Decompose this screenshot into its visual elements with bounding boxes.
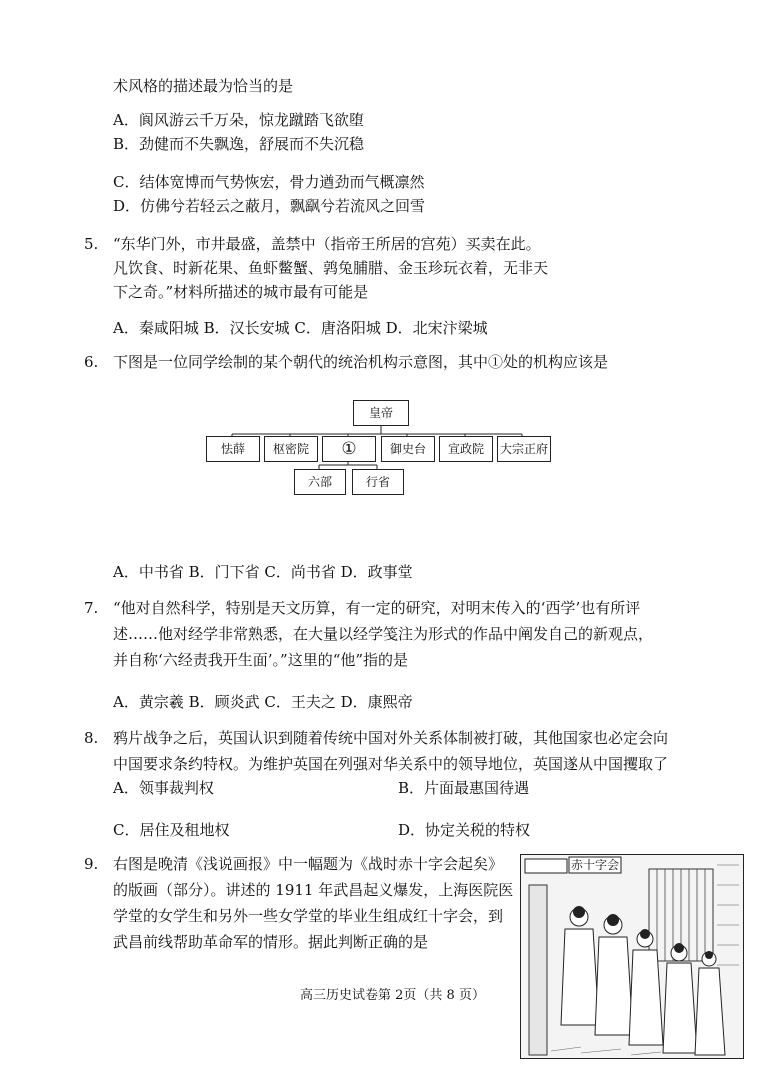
q9-stem-line-3: 学堂的女学生和另外一些女学堂的毕业生组成红十字会，到	[113, 907, 504, 925]
q8-number: 8.	[84, 729, 99, 747]
woodcut-red-cross-illustration	[520, 854, 744, 1059]
q5-stem-line-2: 凡饮食、时新花果、鱼虾鳖蟹、鹑兔脯腊、金玉珍玩衣着，无非天	[113, 259, 549, 277]
q7-stem-line-3: 并自称‘六经责我开生面’。”这里的“他”指的是	[113, 651, 409, 669]
q7-options: A．黄宗羲 B．顾炎武 C．王夫之 D．康熙帝	[113, 693, 413, 711]
org-box-emperor: 皇帝	[353, 400, 409, 426]
q9-number: 9.	[84, 855, 99, 873]
q9-stem-line-2: 的版画（部分）。讲述的 1911 年武昌起义爆发，上海医院医	[113, 881, 514, 899]
q5-options: A．秦咸阳城 B．汉长安城 C．唐洛阳城 D．北宋汴梁城	[113, 319, 488, 337]
q5-stem-line-3: 下之奇。”材料所描述的城市最有可能是	[113, 283, 369, 301]
q4-option-a: A．阆风游云千万朵，惊龙蹴踏飞欲堕	[113, 111, 364, 129]
q4-option-c: C．结体宽博而气势恢宏，骨力遒劲而气概凛然	[113, 173, 425, 191]
q8-option-c: C．居住及租地权	[113, 821, 230, 839]
illustration-caption: 赤十字会	[570, 858, 620, 872]
q6-stem: 下图是一位同学绘制的某个朝代的统治机构示意图，其中①处的机构应该是	[113, 353, 609, 371]
q8-option-d: D．协定关税的特权	[398, 821, 531, 839]
q7-stem-line-2: 述……他对经学非常熟悉，在大量以经学笺注为形式的作品中阐发自己的新观点，	[113, 625, 654, 643]
org-box-six-ministries: 六部	[294, 469, 346, 495]
q8-option-a: A．领事裁判权	[113, 779, 214, 797]
org-box-provinces: 行省	[352, 469, 404, 495]
q6-number: 6.	[84, 353, 99, 371]
page-footer: 高三历史试卷第 2页（共 8 页）	[300, 988, 485, 1003]
q9-stem-line-4: 武昌前线帮助革命军的情形。据此判断正确的是	[113, 933, 429, 951]
q9-stem-line-1: 右图是晚清《浅说画报》中一幅题为《战时赤十字会起矣》	[113, 855, 504, 873]
org-box-keshig: 怯薛	[206, 436, 260, 462]
org-box-censorate: 御史台	[381, 436, 435, 462]
q7-stem-line-1: “他对自然科学，特别是天文历算，有一定的研究，对明末传入的‘西学’也有所评	[113, 599, 641, 617]
q4-option-b: B．劲健而不失飘逸，舒展而不失沉稳	[113, 135, 365, 153]
q7-number: 7.	[84, 599, 99, 617]
org-box-xuanzheng: 宣政院	[439, 436, 493, 462]
q5-number: 5.	[84, 235, 99, 253]
org-box-dazongzheng: 大宗正府	[497, 436, 551, 462]
org-box-blank-1: ①	[322, 436, 376, 462]
q8-stem-line-1: 鸦片战争之后，英国认识到随着传统中国对外关系体制被打破，其他国家也必定会向	[113, 729, 669, 747]
q4-stem-tail: 术风格的描述最为恰当的是	[113, 77, 294, 95]
q5-stem-line-1: “东华门外，市井最盛，盖禁中（指帝王所居的宫苑）买卖在此。	[113, 235, 541, 253]
q8-stem-line-2: 中国要求条约特权。为维护英国在列强对华关系中的领导地位，英国遂从中国攫取了	[113, 755, 669, 773]
q8-option-b: B．片面最惠国待遇	[398, 779, 530, 797]
q6-options: A．中书省 B．门下省 C．尚书省 D．政事堂	[113, 563, 413, 581]
q4-option-d: D．仿佛兮若轻云之蔽月，飘飖兮若流风之回雪	[113, 197, 426, 215]
org-box-privy-council: 枢密院	[264, 436, 318, 462]
